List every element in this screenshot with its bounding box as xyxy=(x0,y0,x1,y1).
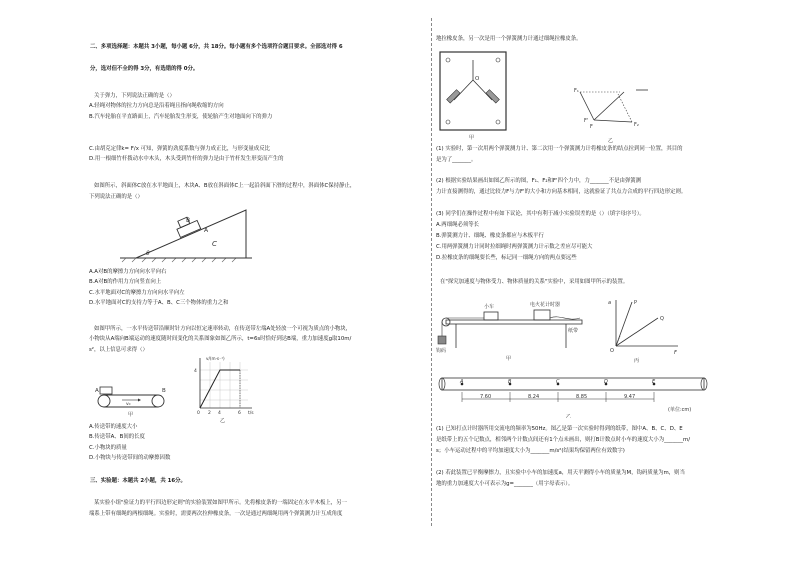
q6-option-c: C.小物块的质量 xyxy=(89,445,127,451)
q8-apparatus-figure xyxy=(436,292,596,362)
label-F: F xyxy=(590,124,593,130)
section3-header: 三、实验题：本题共 2小题，共 16分。 xyxy=(90,478,186,484)
tick-y: 4 xyxy=(194,369,197,374)
q7-continued: 地拉橡皮条，另一次是用一个弹簧测力计通过细绳拉橡皮条。 xyxy=(436,36,582,42)
q6-stem-2: 小物块从A端向B端运动的速度随时间变化的关系图象如图乙所示，t=6s时恰好到达B端，重力加速度g取10m/ xyxy=(89,336,352,342)
q5-option-d: D.水平地面对C的支持力等于A、B、C三个物体的重力之和 xyxy=(89,300,229,306)
q5-stem-2: 下列说法正确的是（） xyxy=(89,194,143,200)
label-F1: F₁ xyxy=(574,88,579,94)
q8-part1-c: s；小车运动过程中的平均加速度大小为_______m/s²(结果均保留两位有效数字) xyxy=(436,448,625,454)
q8-part1-b: 是纸带上的五个记数点，相邻两个计数点间还有1个点未画出，则打B计数点时小车的速度大小为_______m/ xyxy=(436,437,691,443)
label-Fprime: F' xyxy=(584,118,589,124)
q6-stem: 如图甲所示，一水平传送带沿顺时针方向以恒定速率转动，在传送带左端A处轻放一个可视为质点的小物块， xyxy=(94,326,352,332)
q5-stem: 如图所示，斜面体C放在水平地面上，木块A、B放在斜面体C上一起沿斜面下滑的过程中，斜面体C保持静止， xyxy=(94,183,356,189)
section2-header-cont: 分，选对但不全的得 3分，有选错的得 0分。 xyxy=(90,66,199,72)
q7-part1: (1) 实验时，第一次用两个弹簧测力计、第二次用一个弹簧测力计将橡皮条的结点拉到同一位置，其目的 xyxy=(436,146,683,152)
q7-force-diagram xyxy=(574,84,674,144)
q6-stem-3: s²，以上信息可求得（） xyxy=(89,347,148,353)
q7-stem-2: 端系上带有细绳的两根细绳。实验时，需要两次拉伸橡皮条，一次是通过两细绳用两个弹簧测力计互成角度 xyxy=(89,511,343,517)
q8-paper-tape-figure xyxy=(436,374,710,418)
force-F2 xyxy=(594,120,632,122)
label-Q: Q xyxy=(660,316,664,322)
label-b: B xyxy=(186,217,191,224)
tick-x-0: 0 xyxy=(197,411,200,416)
label-O: O xyxy=(610,348,614,354)
tape-segment-value: 8.24 xyxy=(528,394,540,400)
q8-part2: (2) 若此装置已平衡摩擦力，且实验中小车的加速度a，用天平测得小车的质量为M，钩码质量为m，则当 xyxy=(436,470,685,476)
paper-tape xyxy=(550,317,580,319)
tape-unit: (单位:cm) xyxy=(668,407,692,413)
q7-option-d: D.拉橡皮条的细绳要长些，标记同一细绳方向的两点要远些 xyxy=(436,255,577,261)
q4-stem: 关于弹力，下列说法正确的是（） xyxy=(94,93,175,99)
q6-conveyor-figure xyxy=(92,383,172,419)
force-F1 xyxy=(580,92,594,120)
q7-part1-b: 是为了_______。 xyxy=(436,157,477,163)
label-theta: θ xyxy=(146,250,150,257)
q4-option-d: D.用一根细竹杆拨动水中木头，木头受到竹杆的弹力是由于竹杆发生形变而产生的 xyxy=(89,156,284,162)
label-B: B xyxy=(162,388,166,394)
label-a: A xyxy=(204,227,209,234)
label-yi: 乙 xyxy=(566,414,572,418)
q5-option-a: A.A对B的摩擦力方向向水平向右 xyxy=(89,269,167,275)
q7-option-a: A.两细绳必须等长 xyxy=(436,222,480,228)
label-v0: v₀ xyxy=(126,402,131,407)
q8-part2-b: 地的重力加速度大小可表示为g=_______（用字母表示）。 xyxy=(436,481,574,487)
tick-x-4: 4 xyxy=(218,411,221,416)
pulley-left xyxy=(98,395,110,407)
tape-segment-value: 9.47 xyxy=(624,394,636,400)
label-yi: 乙 xyxy=(220,418,226,424)
q4-option-a: A.轻绳对物体的拉力方向总是沿着绳且指向绳收缩的方向 xyxy=(89,103,224,109)
tick-x-2: 2 xyxy=(208,411,211,416)
q5-option-c: C.水平地面对C的摩擦力方向向水平向左 xyxy=(89,290,185,296)
q7-part2-b: 力计直接测得的，通过比较力F与力F'的大小和方向基本相同，这就验证了共点力合成的平行四边形定则。 xyxy=(436,189,687,195)
q7-part2: (2) 根据实验结果画出如图乙所示的图，F₁、F₂和F'四个力中，力_______不是由弹簧测 xyxy=(436,178,642,184)
tape-segment-value: 8.85 xyxy=(576,394,588,400)
x-label: t/s xyxy=(248,411,254,416)
tape-strip xyxy=(442,378,704,390)
label-F2: F₂ xyxy=(634,122,639,128)
line-Q xyxy=(616,318,658,346)
label-bing: 丙 xyxy=(634,358,640,364)
tape-label-C: C xyxy=(556,379,560,385)
y-label: v/(m·s⁻¹) xyxy=(206,356,225,361)
cart xyxy=(484,312,498,320)
label-yi: 乙 xyxy=(608,138,614,144)
label-tape: 纸带 xyxy=(568,328,579,334)
line-P xyxy=(616,302,632,346)
column-divider xyxy=(431,18,432,526)
q7-stem: 某实验小组"验证力的平行四边形定则"的实验装置如图甲所示。先将橡皮条的一端固定在水平木板上，另一 xyxy=(94,500,347,506)
section2-header: 二、多项选择题：本题共 3小题，每小题 6分，共 18分。每小题有多个选项符合题目要求。全部选对得 6 xyxy=(90,44,343,50)
small-block xyxy=(100,387,112,394)
tape-label-E: E xyxy=(652,379,656,385)
tick-x-6: 6 xyxy=(238,411,241,416)
q7-option-c: C.用两弹簧测力计同时拉细绳时两弹簧测力计示数之差应尽可能大 xyxy=(436,244,593,250)
label-a: a xyxy=(608,300,612,306)
label-jia: 甲 xyxy=(506,356,512,362)
timer xyxy=(534,310,550,320)
tape-label-A: A xyxy=(460,379,464,385)
q5-incline-figure xyxy=(116,200,256,264)
label-jia: 甲 xyxy=(469,135,475,141)
q8-aF-graph xyxy=(606,296,682,364)
label-jia: 甲 xyxy=(128,412,134,418)
label-cart: 小车 xyxy=(484,304,495,310)
q7-board-figure xyxy=(436,48,511,142)
incline-wedge xyxy=(136,210,246,258)
q4-option-c: C.由胡克定律k= F/x 可知，弹簧的劲度系数与弹力成正比，与形变量成反比 xyxy=(89,146,270,152)
q7-part3: (3) 同学们在操作过程中有如下议论，其中有利于减小实验误差的是（）（填字母序号）。 xyxy=(436,211,645,217)
q7-option-b: B.弹簧测力计、细绳、橡皮条都应与木板平行 xyxy=(436,233,544,239)
q6-vt-graph xyxy=(186,352,264,424)
label-weight: 钩码 xyxy=(436,348,447,354)
q6-option-a: A.传送带的速度大小 xyxy=(89,424,138,430)
weight xyxy=(438,336,446,344)
label-F: F xyxy=(674,350,677,356)
tape-marks xyxy=(459,379,656,402)
q4-option-b: B.汽车轮胎在平直路面上，汽车轮胎发生形变，使轮胎产生对地面向下的弹力 xyxy=(89,114,273,120)
force-F xyxy=(594,92,624,120)
track xyxy=(446,320,582,324)
q8-stem: 在"探究加速度与物体受力、物体质量的关系"实验中，采用如图甲所示的装置。 xyxy=(440,279,629,285)
q6-option-b: B.传送带A、B间的长度 xyxy=(89,434,145,440)
label-P: P xyxy=(634,300,638,306)
pulley-right xyxy=(152,395,164,407)
label-O: O xyxy=(475,76,480,82)
label-timer: 电火花计时器 xyxy=(530,302,561,308)
label-c: C xyxy=(212,240,217,248)
label-A: A xyxy=(95,388,99,394)
tape-segment-value: 7.60 xyxy=(480,394,492,400)
q8-part1: (1) 已知打点计时器所用交流电的频率为50Hz。图乙是第一次实验时得到的纸带，图中A、B、C、D、E xyxy=(436,426,683,432)
spring-scale-left xyxy=(447,90,460,103)
tape-label-B: B xyxy=(508,379,512,385)
tape-label-D: D xyxy=(604,379,608,385)
spring-scale-right xyxy=(486,90,499,103)
q6-option-d: D.小物块与传送带间的动摩擦因数 xyxy=(89,455,171,461)
q5-option-b: B.A对B的作用力方向竖直向上 xyxy=(89,279,162,285)
